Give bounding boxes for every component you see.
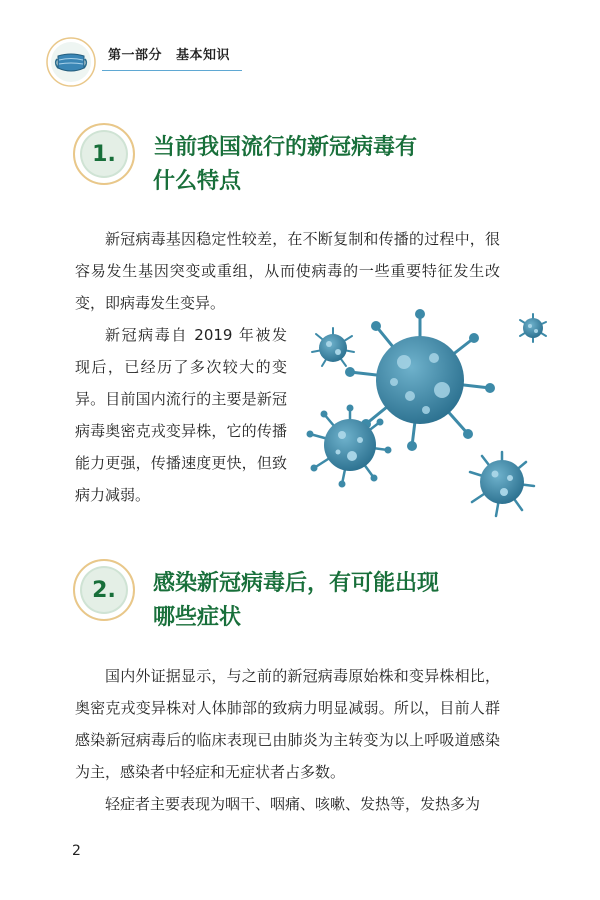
header-title: 基本知识 — [176, 48, 231, 63]
section-1-paragraph-1: 新冠病毒基因稳定性较差，在不断复制和传播的过程中，很容易发生基因突变或重组，从而使病毒的一些重要特征发生改变，即病毒发生变异。 — [75, 230, 500, 312]
virus-illustration — [300, 300, 560, 525]
section-2-title-line-1: 感染新冠病毒后，有可能出现 — [153, 571, 440, 596]
medium-virus-icon — [470, 452, 534, 516]
header-rule — [102, 70, 242, 71]
section-1-title-line-2: 什么特点 — [153, 169, 242, 194]
section-2-paragraph-1: 国内外证据显示，与之前的新冠病毒原始株和变异株相比，奥密克戎变异株对人体肺部的致病力明显减弱。所以，目前人群感染新冠病毒后的临床表现已由肺炎为主转变为以上呼吸道感染为主，感染者中轻症和无症状者占多数。 — [75, 667, 500, 781]
section-1-title — [153, 131, 417, 199]
page-number: 2 — [72, 843, 81, 859]
section-2-number-badge — [73, 559, 135, 621]
section-2-title — [153, 567, 439, 635]
section-1-number: 1. — [92, 141, 116, 167]
running-header — [108, 44, 230, 63]
section-1-title-line-1: 当前我国流行的新冠病毒有 — [153, 135, 418, 160]
section-2-paragraph-2: 轻症者主要表现为咽干、咽痛、咳嗽、发热等，发热多为 — [105, 795, 481, 813]
section-2-title-line-2: 哪些症状 — [153, 605, 242, 630]
header-part: 第一部分 — [108, 48, 163, 63]
section-1-number-badge — [73, 123, 135, 185]
mask-icon — [46, 37, 96, 87]
section-2-number: 2. — [92, 577, 116, 603]
medium-virus-icon — [307, 405, 392, 488]
small-virus-icon — [312, 328, 354, 366]
section-1-paragraph-2: 新冠病毒自 2019 年被发现后，已经历了多次较大的变异。目前国内流行的主要是新冠病毒奥密克戎变异株，它的传播能力更强，传播速度更快，但致病力减弱。 — [75, 326, 287, 504]
small-virus-icon — [520, 314, 546, 342]
